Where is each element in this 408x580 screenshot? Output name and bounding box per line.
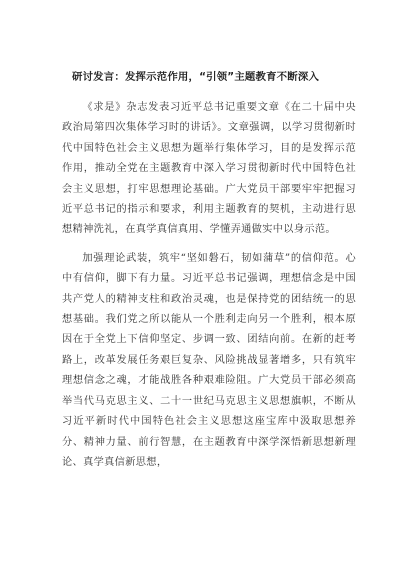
body-paragraph-1: 《求是》杂志发表习近平总书记重要文章《在二十届中央政治局第四次集体学习时的讲话》。文章强调，以学习贯彻新时代中国特色社会主义思想为题举行集体学习，目的是发挥示范作用，推动全党在主题教育中深入学习贯彻新时代中国特色社会主义思想，打牢思想理论基础。广大党员干部要牢牢把握习近平总书记的指示和要求，利用主题教育的契机，主动进行思想精神洗礼，在真学真信真用、学懂弄通做实中以身示范。 xyxy=(62,102,356,236)
document-title: 研讨发言：发挥示范作用，“引领”主题教育不断深入 xyxy=(72,71,320,83)
body-paragraph-2: 加强理论武装，筑牢“坚如磐石，韧如蒲草”的信仰范。心中有信仰，脚下有力量。习近平总书记强调，理想信念是中国共产党人的精神支柱和政治灵魂，也是保持党的团结统一的思想基础。我们党之所以能从一个胜利走向另一个胜利，根本原因在于全党上下信仰坚定、步调一致、团结向前。在新的赶考路上，改革发展任务艰巨复杂、风险挑战显著增多，只有筑牢理想信念之魂，才能战胜各种艰难险阻。广大党员干部必须高举当代马克思主义、二十一世纪马克思主义思想旗帜，不断从习近平新时代中国特色社会主义思想这座宝库中汲取思想养分、精神力量、前行智慧，在主题教育中深学深悟新思想新理论、真学真信新思想， xyxy=(62,252,356,468)
